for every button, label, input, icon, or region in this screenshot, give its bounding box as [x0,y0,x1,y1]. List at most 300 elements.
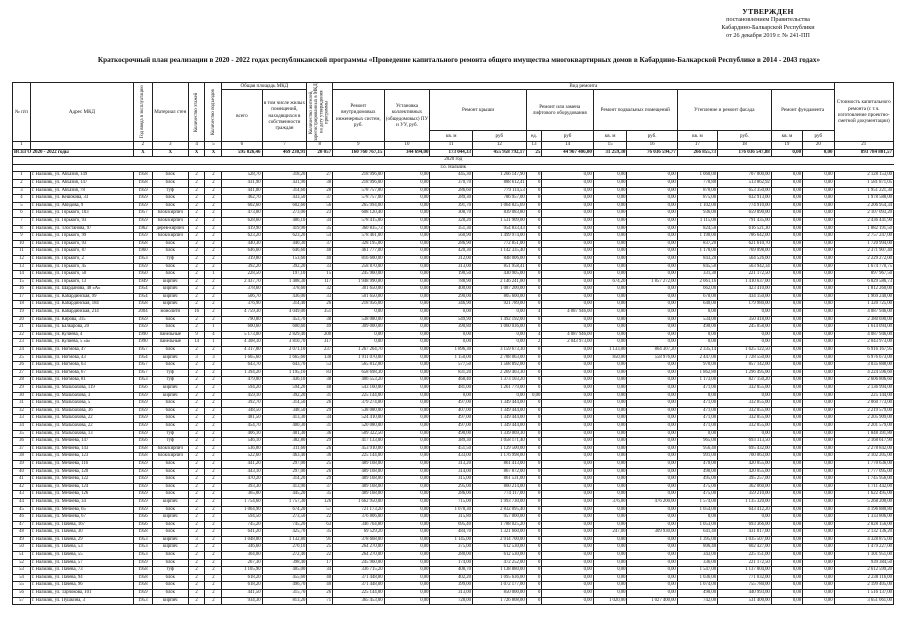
total-cell: 595 026,46 [222,149,262,157]
table-cell: 265 994,00 [333,202,384,210]
table-cell: 471,00 [677,407,717,415]
total-cell: 176 036 547,88 [718,149,772,157]
table-cell: 0,00 [593,400,627,408]
table-cell: 218 996,00 [333,179,384,187]
table-cell: 0,00 [718,339,772,347]
table-cell: 0,00 [771,179,802,187]
table-cell: 0 [526,240,542,248]
table-cell: 0,00 [384,240,430,248]
table-cell: 1 581 871,05 [834,179,893,187]
total-cell: 44 967 406,00 [542,149,593,157]
table-cell: 861 531,00 [472,476,526,484]
table-cell: 0,00 [771,187,802,195]
table-row [13,324,894,332]
table-cell: 0 [526,263,542,271]
table-cell: 471,00 [677,422,717,430]
table-cell: 578 415,00 [333,217,384,225]
table-cell: 1 408,30 [262,278,307,286]
table-cell: 489 168,00 [333,460,384,468]
table-cell: 431,90 [222,179,262,187]
table-row [13,536,894,544]
table-cell: 0,00 [384,483,430,491]
table-cell: 1 674 770,75 [834,263,893,271]
table-cell: 867 872,00 [472,468,526,476]
column-index-cell: 17 [677,142,717,150]
table-cell: 0,00 [384,385,430,393]
table-cell: кирпич [152,514,188,522]
table-cell: 2 [205,172,222,180]
table-cell: 392,70 [222,400,262,408]
table-cell: 0,00 [627,301,677,309]
table-cell: блок [152,248,188,256]
table-cell: 0,00 [627,217,677,225]
table-cell: 693 366,00 [718,521,772,529]
table-cell: 497,00 [430,415,473,423]
table-cell: туф [152,369,188,377]
table-cell: блок [152,240,188,248]
table-cell: 0,00 [803,347,834,355]
table-cell: 489 168,00 [333,468,384,476]
table-cell: 2 [188,172,205,180]
table-cell: 0,00 [771,172,802,180]
table-cell: 443,10 [222,468,262,476]
table-cell: 632 913,00 [718,195,772,203]
table-cell: 0 [526,271,542,279]
table-cell: 17 [307,559,333,567]
table-cell: 0,00 [627,331,677,339]
table-cell: 0,00 [593,362,627,370]
table-cell: кирпич [152,286,188,294]
table-cell: 0 [526,233,542,241]
table-cell: 4 328 875,00 [834,536,893,544]
column-index-cell: 10 [384,142,430,150]
table-cell: 1 622 495,00 [834,491,893,499]
table-cell: 0,00 [542,233,593,241]
table-cell: 1950 [133,271,152,279]
table-cell: блок [152,271,188,279]
table-row [13,385,894,393]
table-cell: 5 268 200,00 [834,498,893,506]
table-cell: 2 [205,263,222,271]
table-cell: 33 [13,415,31,423]
table-cell: 594,20 [222,385,262,393]
table-cell: 389,30 [430,438,473,446]
address-cell: г. Нальчик, ул. Пачева, 73 [30,567,133,575]
table-cell: 31 [307,392,333,400]
header-floors: Количество этажей [188,83,205,142]
table-row [13,309,894,317]
table-cell: 594,50 [222,514,262,522]
table-cell: 0,00 [803,362,834,370]
table-cell: 1 745 956,00 [834,476,893,484]
table-cell: 824,50 [677,225,717,233]
table-cell: 1 101 951,00 [834,552,893,560]
table-cell: 0,00 [542,225,593,233]
table-row [13,377,894,385]
table-cell: 2 914 700,00 [472,536,526,544]
table-cell: 2 [205,506,222,514]
table-cell: 336 715,20 [333,567,384,575]
table-cell: 2 [188,392,205,400]
table-cell: 1957 [133,369,152,377]
table-cell: 395 257,00 [718,476,772,484]
table-cell: 0,00 [627,202,677,210]
table-cell: 0,00 [803,233,834,241]
table-cell: 0,00 [771,210,802,218]
table-cell: 24 [13,347,31,355]
table-row [13,574,894,582]
table-cell: 0,00 [593,453,627,461]
table-cell: 286,90 [430,240,473,248]
address-cell: г. Нальчик, ул. Пушкина, 3 [30,597,133,605]
table-cell: 628,60 [222,217,262,225]
table-cell: 332 055,00 [718,400,772,408]
table-cell: 496,70 [262,582,307,590]
table-row [13,506,894,514]
table-cell: 0,00 [542,521,593,529]
table-cell: 600,60 [262,324,307,332]
address-cell: г. Нальчик, ул. Мечиева, 123 [30,453,133,461]
table-cell: 1958 [133,301,152,309]
table-cell: 2 [205,529,222,537]
table-cell: 481,00 [430,385,473,393]
table-cell: 315,70 [262,590,307,598]
table-cell: 0,00 [542,567,593,575]
table-cell: 641,20 [222,529,262,537]
address-cell: г. Нальчик, ул. Горького, 103 [30,210,133,218]
table-cell: 623,20 [222,233,262,241]
table-cell: 1959 [133,316,152,324]
table-cell: 346,60 [222,544,262,552]
table-cell: 0,00 [542,514,593,522]
table-cell: 430 905,00 [472,271,526,279]
table-cell: 7 [13,217,31,225]
table-cell: 0,00 [542,255,593,263]
table-cell: 1 072 177,00 [472,582,526,590]
table-cell: 2 [205,392,222,400]
total-cell: 31 259,30 [593,149,627,157]
table-cell: 1 728 550,00 [718,354,772,362]
table-cell: 29 [307,476,333,484]
table-cell: 1 135 320,00 [718,498,772,506]
table-cell: 0,00 [803,271,834,279]
table-cell: 463,40 [262,453,307,461]
table-cell: панельные [152,339,188,347]
table-cell: 0,00 [627,316,677,324]
table-cell: 392,20 [262,263,307,271]
table-cell: блок/кирпич [152,217,188,225]
table-cell: 1959 [133,491,152,499]
column-index-cell: 5 [205,142,222,150]
table-cell: 83 [307,369,333,377]
table-cell: 0,00 [627,574,677,582]
table-cell: 0,00 [771,438,802,446]
table-cell: 3 810,70 [262,339,307,347]
table-cell: 4 [13,195,31,203]
table-cell: 0,00 [526,392,542,400]
table-cell: 857 142,00 [718,362,772,370]
table-cell: 0,00 [384,179,430,187]
table-cell: 954 833,43 [472,225,526,233]
unit-foundation-rub: руб [803,130,834,141]
table-cell: 0,00 [542,172,593,180]
table-cell: 0,00 [677,430,717,438]
table-cell: 0,00 [771,430,802,438]
table-cell: 1958 [133,445,152,453]
table-cell: 3 071,10 [262,347,307,355]
table-cell: 2 [205,536,222,544]
table-cell: 0 [526,202,542,210]
table-cell: 0,00 [542,301,593,309]
table-cell: 0,00 [771,476,802,484]
column-index-cell: 11 [430,142,473,150]
table-cell: 26 [307,590,333,598]
table-cell: 2 [188,506,205,514]
table-cell: 0,00 [803,597,834,605]
table-cell: 0,00 [803,567,834,575]
table-cell: 0 [526,453,542,461]
table-cell: 618,20 [222,574,262,582]
table-cell: 0,00 [593,415,627,423]
table-cell: 0,00 [803,430,834,438]
table-cell: 0,00 [542,506,593,514]
table-cell: блок [152,324,188,332]
table-cell: 0,00 [593,293,627,301]
table-cell: 484,70 [430,529,473,537]
table-cell: 870,00 [677,187,717,195]
table-cell: 56 [307,202,333,210]
table-cell: 2 829,40 [262,331,307,339]
table-cell: 34 [307,567,333,575]
table-cell: 564 526,00 [718,255,772,263]
table-cell: 602,60 [222,202,262,210]
table-cell: 1 064,90 [222,506,262,514]
table-cell: 0,00 [384,339,430,347]
table-row [13,453,894,461]
table-cell: 25 [307,460,333,468]
table-cell: 53 [13,567,31,575]
table-cell: 0 [526,597,542,605]
table-cell: 0,00 [593,187,627,195]
table-cell: 52 [13,559,31,567]
table-row [13,293,894,301]
table-cell: 0,00 [384,278,430,286]
table-cell: 33 [307,293,333,301]
table-cell: 2 [205,240,222,248]
table-cell: 0,00 [384,574,430,582]
table-cell: 40 [307,574,333,582]
table-cell: 2 [205,498,222,506]
table-cell: 0,00 [677,339,717,347]
table-cell: кирпич [152,385,188,393]
table-cell: 0 [526,483,542,491]
table-cell: 0,00 [627,400,677,408]
table-cell: 15 [13,278,31,286]
table-cell: 0,00 [627,445,677,453]
table-cell: 2 [188,217,205,225]
table-cell: 772 851,00 [472,240,526,248]
table-cell: 390,80 [430,324,473,332]
table-cell: 0,00 [627,506,677,514]
table-cell: 786 957,00 [472,195,526,203]
table-cell: 332 055,00 [718,407,772,415]
table-cell: 612 530,00 [472,544,526,552]
table-cell: 0,00 [771,240,802,248]
address-cell: г. Нальчик, ул. Абхазия, 78 [30,187,133,195]
table-cell: 0,00 [593,590,627,598]
table-cell: 28 [307,187,333,195]
header-material: Материал стен [152,83,188,142]
table-cell: 1954 [133,293,152,301]
table-cell: 2 [205,369,222,377]
table-cell: 2 [205,301,222,309]
table-cell: 497,00 [430,422,473,430]
table-cell: 1953 [133,544,152,552]
table-cell: 2 [188,445,205,453]
table-cell: 2 [205,316,222,324]
address-cell: г. Нальчик, ул. Пачева, 167 [30,521,133,529]
table-cell: 6 976 673,00 [834,354,893,362]
table-cell: 0,00 [677,392,717,400]
table-cell: 2 [188,582,205,590]
table-cell: 0,00 [593,202,627,210]
table-cell: 2 [205,233,222,241]
table-cell: 5 173,00 [222,331,262,339]
table-cell: 1 373 103,20 [472,377,526,385]
table-cell: 0,00 [593,536,627,544]
table-cell: 837,20 [677,240,717,248]
table-cell: 490,00 [430,430,473,438]
table-cell: блок [152,347,188,355]
table-cell: 39 [13,460,31,468]
address-cell: г. Нальчик, ул. Тарчокова, 101 [30,590,133,598]
table-cell: 417 133,00 [333,438,384,446]
table-cell: 0,00 [333,339,384,347]
table-cell: 0,00 [430,392,473,400]
table-cell: 31 [13,400,31,408]
table-cell: 453,70 [262,316,307,324]
table-cell: 1 662 950,00 [333,498,384,506]
table-cell: 1949 [133,278,152,286]
table-row [13,202,894,210]
table-cell: 778,80 [677,179,717,187]
table-cell: блок [152,415,188,423]
total-cell: 455 958 792,17 [472,149,526,157]
total-cell: 469 230,91 [262,149,307,157]
table-cell: 0,00 [803,369,834,377]
table-cell: 2 [205,293,222,301]
table-cell: 2 [188,210,205,218]
table-cell: 365 453,00 [333,597,384,605]
table-cell: 0,00 [627,430,677,438]
table-cell: 2 [205,597,222,605]
table-cell: 2 [188,552,205,560]
table-cell: 459,10 [222,392,262,400]
table-cell: 0 [526,506,542,514]
table-cell: 317 [307,339,333,347]
table-cell: 1953 [133,255,152,263]
table-cell: 0 [526,362,542,370]
table-cell: 34 [13,422,31,430]
table-cell: 5 [13,202,31,210]
table-cell: 2 [188,529,205,537]
table-cell: 957 000,00 [472,514,526,522]
table-cell: 2 [188,385,205,393]
table-cell: 433,50 [262,195,307,203]
table-cell: 4 087 946,00 [542,309,593,317]
table-cell: 35 [307,529,333,537]
table-cell: кирпич [152,536,188,544]
table-cell: 1 665,60 [262,354,307,362]
table-cell: 375,00 [430,544,473,552]
table-cell: 468,40 [430,377,473,385]
table-cell: 0,00 [803,483,834,491]
table-cell: 0,00 [384,422,430,430]
table-cell: 0,00 [542,422,593,430]
table-cell: 379 274,00 [333,400,384,408]
table-cell: туф [152,377,188,385]
table-cell: 1 176 998,00 [472,453,526,461]
table-cell: 1 058 171,40 [472,438,526,446]
table-cell: 2 [188,574,205,582]
address-cell: г. Нальчик, ул. Мальбахова, 22 [30,415,133,423]
table-cell: 1 178,00 [677,248,717,256]
table-cell: 578 461,00 [333,233,384,241]
table-cell: 0,00 [593,521,627,529]
unit-facade-rub: руб. [718,130,772,141]
table-cell: 25 [13,354,31,362]
table-cell: 2 206 954,34 [834,202,893,210]
table-cell: 0,00 [593,369,627,377]
table-cell: 360 835,73 [333,225,384,233]
table-row [13,514,894,522]
table-cell: 1 770 636,00 [834,460,893,468]
table-cell: 0,00 [718,430,772,438]
table-cell: 1960 [133,248,152,256]
table-cell: 0,00 [593,483,627,491]
table-cell: 0,00 [803,438,834,446]
table-cell: 346,90 [430,301,473,309]
table-row [13,331,894,339]
table-row [13,567,894,575]
table-cell: 1958 [133,529,152,537]
table-cell: 245 960,00 [333,271,384,279]
column-index-cell: 13 [526,142,542,150]
address-cell: г. Нальчик, ул. Ногмова, 43 [30,354,133,362]
table-row [13,172,894,180]
table-cell: 0,00 [771,369,802,377]
table-cell: блок [152,263,188,271]
table-cell: 332 055,00 [718,385,772,393]
table-cell: 26 [307,445,333,453]
table-cell: 0,00 [542,415,593,423]
table-cell: 314,40 [262,301,307,309]
table-cell: блок [152,521,188,529]
year-section-row [13,157,894,165]
table-cell: 433,00 [430,453,473,461]
table-cell: 2 [205,574,222,582]
table-cell: 509 322,50 [333,430,384,438]
table-cell: 2 [188,597,205,605]
table-cell: 1 137 004,00 [718,567,772,575]
table-cell: 0,00 [627,179,677,187]
table-cell: блок [152,316,188,324]
unit-lift-rub: руб [542,130,593,141]
table-cell: 348,50 [262,407,307,415]
table-cell: 1 479 227,00 [834,544,893,552]
table-cell: 0,00 [542,316,593,324]
table-cell: 0,00 [384,210,430,218]
